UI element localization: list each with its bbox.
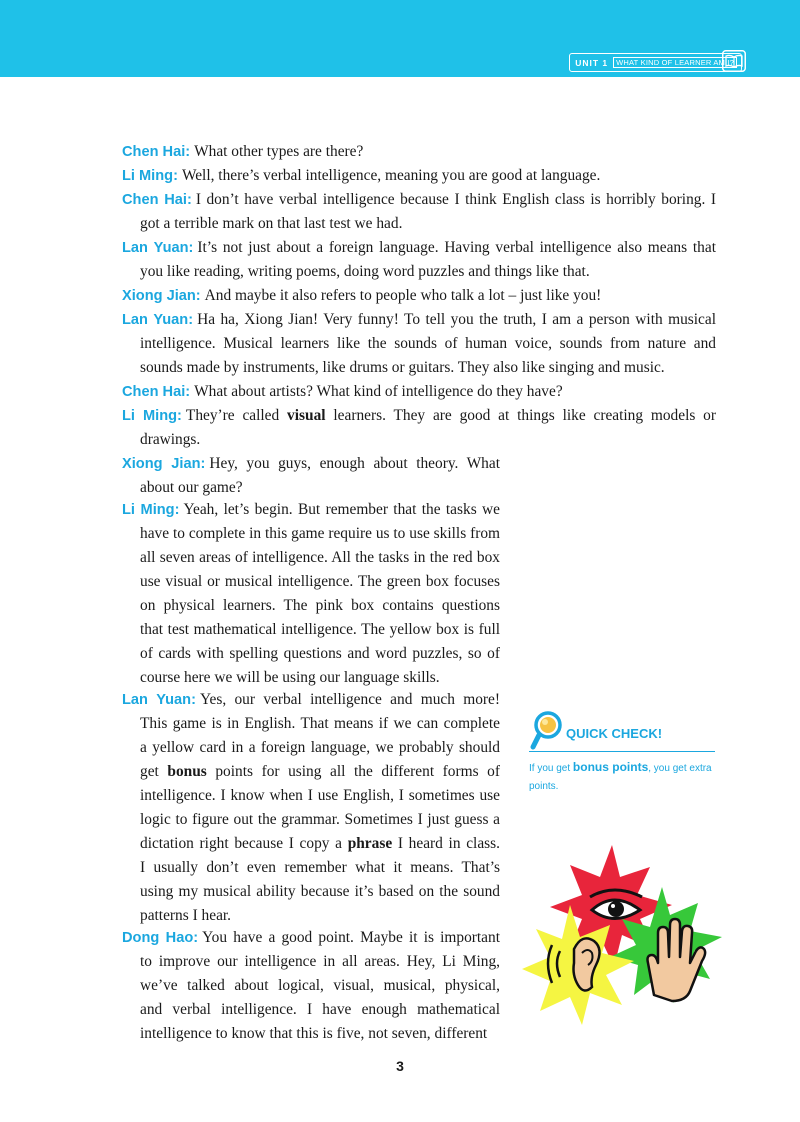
dialogue-line: got a terrible mark on that last test we had.	[140, 215, 403, 232]
dialogue-line: that test mathematical intelligence. The yellow box is full	[140, 621, 500, 638]
page-number: 3	[396, 1058, 404, 1074]
dialogue-line: sounds made by instruments, like drums or guitars. They also like singing and music.	[140, 359, 665, 376]
dialogue-line: intelligence to know that this is five, not seven, different	[140, 1025, 488, 1042]
dialogue-line-speaker: Chen Hai: What about artists? What kind of intelligence do they have?	[122, 383, 563, 400]
dialogue-line: I usually don’t even remember what it means. That’s	[140, 859, 500, 876]
dialogue-line: patterns I hear.	[140, 907, 232, 924]
dialogue-line-speaker: Lan Yuan: Yes, our verbal intelligence and much more!	[122, 691, 500, 708]
dialogue-line-speaker: Lan Yuan: Ha ha, Xiong Jian! Very funny! To tell you the truth, I am a person with musical	[122, 311, 716, 328]
dialogue-line: of cards with spelling questions and word puzzles, so of	[140, 645, 500, 662]
unit-label: UNIT 1	[575, 57, 609, 68]
dialogue-line: intelligence. I know when I use English, I sometimes use	[140, 787, 500, 804]
dialogue-line-speaker: Li Ming: Well, there’s verbal intelligence, meaning you are good at language.	[122, 167, 601, 184]
speaker-name: Chen Hai:	[122, 384, 191, 400]
dialogue-line: dictation right because I copy a phrase I heard in class.	[140, 835, 500, 852]
quick-check-divider	[529, 751, 715, 752]
quick-check-text-before: If you get	[529, 763, 573, 774]
speaker-name: Lan Yuan:	[122, 240, 194, 256]
quick-check-title: QUICK CHECK!	[566, 726, 663, 741]
dialogue-line: all seven areas of intelligence. All the tasks in the red box	[140, 549, 500, 566]
dialogue-line-speaker: Dong Hao: You have a good point. Maybe it is important	[122, 929, 500, 946]
magnifier-icon	[529, 709, 565, 751]
dialogue-line: This game is in English. That means if we can complete	[140, 715, 500, 732]
speaker-name: Chen Hai:	[122, 192, 192, 208]
speaker-name: Li Ming:	[122, 168, 178, 184]
open-book-icon	[722, 50, 746, 72]
speaker-name: Chen Hai:	[122, 144, 191, 160]
dialogue-line: use visual or musical intelligence. The green box focuses	[140, 573, 500, 590]
dialogue-line: have to complete in this game require us to use skills from	[140, 525, 500, 542]
dialogue-line: get bonus points for using all the different forms of	[140, 763, 500, 780]
dialogue-line: using my musical ability because it’s based on the sound	[140, 883, 500, 900]
dialogue-line-speaker: Chen Hai: I don’t have verbal intelligence because I think English class is horribly boring. I	[122, 191, 716, 208]
quick-check-text-after: , you get extra points.	[529, 763, 712, 792]
keyword: visual	[287, 407, 326, 424]
dialogue-line: and verbal intelligence. I have enough mathematical	[140, 1001, 500, 1018]
dialogue-line: to improve our intelligence in all areas. Hey, Li Ming,	[140, 953, 500, 970]
speaker-name: Dong Hao:	[122, 930, 199, 946]
dialogue-line: about our game?	[140, 479, 243, 496]
dialogue-line: course here we will be using our language skills.	[140, 669, 440, 686]
keyword: bonus	[167, 763, 207, 780]
dialogue-line-speaker: Lan Yuan: It’s not just about a foreign language. Having verbal intelligence also means that	[122, 239, 716, 256]
dialogue-line: drawings.	[140, 431, 201, 448]
speaker-name: Xiong Jian:	[122, 456, 206, 472]
quick-check-text	[529, 758, 719, 796]
dialogue-line: on physical learners. The pink box contains questions	[140, 597, 500, 614]
speaker-name: Li Ming:	[122, 408, 182, 424]
speaker-name: Lan Yuan:	[122, 692, 196, 708]
speaker-name: Lan Yuan:	[122, 312, 194, 328]
dialogue-line: we’ve talked about logical, visual, musical, physical,	[140, 977, 500, 994]
speaker-name: Li Ming:	[122, 502, 180, 518]
dialogue-line-speaker: Li Ming: Yeah, let’s begin. But remember that the tasks we	[122, 501, 500, 518]
dialogue-line: logic to figure out the grammar. Sometimes I just guess a	[140, 811, 500, 828]
dialogue-line: intelligence. Musical learners like the sounds of human voice, sounds from nature and	[140, 335, 716, 352]
dialogue-line-speaker: Li Ming: They’re called visual learners. They are good at things like creating models or	[122, 407, 716, 424]
keyword: phrase	[347, 835, 393, 852]
unit-tag	[569, 53, 742, 72]
unit-title: WHAT KIND OF LEARNER AM I?	[613, 57, 737, 68]
dialogue-line-speaker: Chen Hai: What other types are there?	[122, 143, 364, 160]
dialogue-line: a yellow card in a foreign language, we probably should	[140, 739, 500, 756]
speaker-name: Xiong Jian:	[122, 288, 201, 304]
senses-eye-ear-hand-icon	[522, 845, 732, 1025]
dialogue-line-speaker: Xiong Jian: Hey, you guys, enough about theory. What	[122, 455, 500, 472]
dialogue-line: you like reading, writing poems, doing word puzzles and things like that.	[140, 263, 590, 280]
dialogue-line-speaker: Xiong Jian: And maybe it also refers to people who talk a lot – just like you!	[122, 287, 602, 304]
quick-check-highlight: bonus points	[572, 760, 649, 774]
